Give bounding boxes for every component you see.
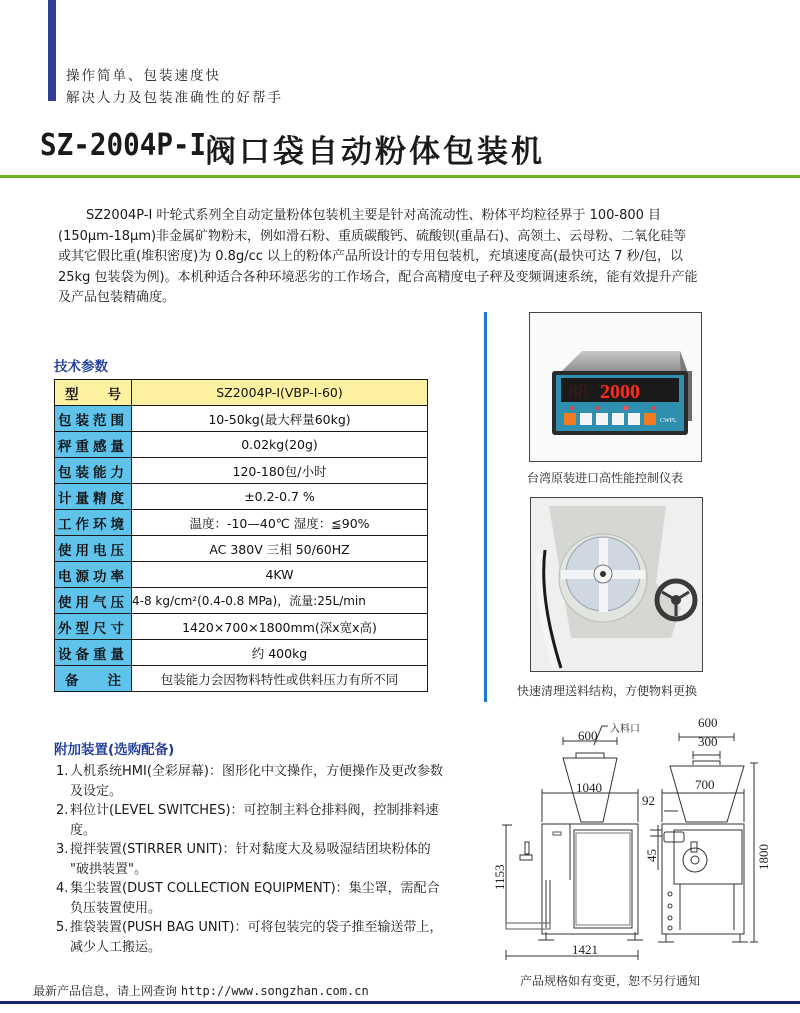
- table-row: [55, 458, 428, 484]
- table-row: [55, 536, 428, 562]
- spec-key-left: 备: [65, 672, 79, 689]
- dim-front-base-width: 1421: [572, 942, 598, 957]
- dim-side-hopper-width: 700: [695, 777, 715, 792]
- list-item: [56, 840, 446, 879]
- spec-key: 工作环境: [55, 510, 132, 536]
- spec-value: ±0.2-0.7 %: [132, 484, 428, 510]
- spec-key: 计量精度: [55, 484, 132, 510]
- title-divider: [0, 175, 800, 178]
- specs-table: [54, 379, 428, 692]
- spec-value: 1420×700×1800mm(深x宽x高): [132, 614, 428, 640]
- item-text: 推袋装置(PUSH BAG UNIT)：可将包装完的袋子推至输送带上，减少人工搬运。: [70, 920, 443, 955]
- vertical-divider: [484, 312, 487, 702]
- controller-photo: [529, 312, 702, 462]
- spec-key-left: 型: [65, 386, 79, 403]
- table-row: [55, 614, 428, 640]
- svg-text:2000: 2000: [600, 381, 640, 403]
- spec-key: 包装能力: [55, 458, 132, 484]
- feeder-photo: [530, 497, 703, 672]
- footer-label: 最新产品信息，请上网查询: [33, 984, 178, 998]
- table-row: [55, 666, 428, 692]
- list-item: [56, 879, 446, 918]
- spec-key: 使用气压: [55, 588, 132, 614]
- spec-key: 设备重量: [55, 640, 132, 666]
- inlet-label: 入料口: [610, 724, 640, 735]
- slogan-line-2: 解决人力及包装准确性的好帮手: [66, 90, 283, 106]
- product-description: SZ2004P-I 叶轮式系列全自动定量粉体包装机主要是针对高流动性、粉体平均粒径界于 100-800 目(150μm-18μm)非金属矿物粉末，例如滑石粉、重质碳酸钙、硫酸钡(重晶石)、高领土、云母粉、二氧化硅等或其它假比重(堆积密度)为 0.8g/cc 以上的粉体产品所设计的专用包装机，充填速度高(最快可达 7 秒/包，以 25kg 包装袋为例)。本机种适合各种环境恶劣的工作场合，配合高精度电子秤及变频调速系统，能有效提升产能及产品包装精确度。: [58, 208, 698, 305]
- footer-divider: [0, 1001, 800, 1004]
- item-text: 人机系统HMI(全彩屏幕)：图形化中文操作，方便操作及更改参数及设定。: [70, 764, 443, 799]
- table-row: [55, 432, 428, 458]
- spec-key: [55, 380, 132, 406]
- feeder-icon: [531, 498, 702, 671]
- item-text: 集尘装置(DUST COLLECTION EQUIPMENT)：集尘罩，需配合负压装置使用。: [70, 881, 440, 916]
- spec-value: 温度：-10—40℃ 湿度：≦90%: [132, 510, 428, 536]
- accessories-list: [56, 762, 446, 957]
- table-row: [55, 406, 428, 432]
- product-title: 阀口袋自动粉体包装机: [205, 134, 545, 170]
- dim-front-top-width: 600: [578, 728, 598, 743]
- footer-text: [33, 982, 369, 999]
- table-row: [55, 640, 428, 666]
- dim-side-panel: 45: [644, 849, 659, 862]
- svg-text:88: 88: [568, 381, 588, 403]
- item-number: 4.: [56, 881, 69, 896]
- dim-front-body-width: 1040: [576, 780, 602, 795]
- controller-icon: [530, 313, 701, 461]
- dimension-drawing: [490, 710, 800, 968]
- model-title: SZ-2004P-I: [40, 128, 207, 163]
- dim-side-outer-width: 600: [698, 715, 718, 730]
- spec-value: AC 380V 三相 50/60HZ: [132, 536, 428, 562]
- spec-value: 包装能力会因物料特性或供料压力有所不同: [132, 666, 428, 692]
- slogan-line-1: 操作简单、包装速度快: [66, 68, 221, 84]
- dim-front-height: 1153: [492, 864, 507, 890]
- feeder-caption: 快速清理送料结构，方便物料更换: [517, 684, 698, 698]
- accent-bar: [48, 0, 56, 101]
- spec-key-right: 注: [107, 672, 121, 689]
- item-number: 1.: [56, 764, 69, 779]
- dim-side-offset: 92: [642, 793, 655, 808]
- table-row: [55, 562, 428, 588]
- spec-value: 0.02kg(20g): [132, 432, 428, 458]
- spec-value: 4-8 kg/cm²(0.4-0.8 MPa)，流量:25L/min: [132, 588, 428, 614]
- item-number: 5.: [56, 920, 69, 935]
- table-row: [55, 484, 428, 510]
- website-link[interactable]: http://www.songzhan.com.cn: [180, 984, 369, 998]
- item-text: 搅拌装置(STIRRER UNIT)：针对黏度大及易吸湿结团块粉体的 "破拱装置"。: [70, 842, 431, 877]
- list-item: [56, 762, 446, 801]
- spec-key: 包装范围: [55, 406, 132, 432]
- table-row: [55, 588, 428, 614]
- specs-heading: 技术参数: [54, 359, 108, 375]
- dim-side-inner-width: 300: [698, 734, 718, 749]
- drawing-caption: 产品规格如有变更，恕不另行通知: [520, 974, 701, 988]
- list-item: [56, 918, 446, 957]
- spec-value: 4KW: [132, 562, 428, 588]
- dim-side-height: 1800: [756, 844, 771, 870]
- table-row: [55, 510, 428, 536]
- item-number: 3.: [56, 842, 69, 857]
- spec-key: 秤重感量: [55, 432, 132, 458]
- spec-key: [55, 666, 132, 692]
- accessories-heading: 附加装置(选购配备): [54, 742, 175, 758]
- controller-caption: 台湾原装进口高性能控制仪表: [527, 471, 684, 485]
- spec-key: 外型尺寸: [55, 614, 132, 640]
- item-text: 料位计(LEVEL SWITCHES)：可控制主料仓排料阀，控制排料速度。: [70, 803, 439, 838]
- spec-key: 电源功率: [55, 562, 132, 588]
- spec-value: 120-180包/小时: [132, 458, 428, 484]
- spec-key: 使用电压: [55, 536, 132, 562]
- spec-value: 10-50kg(最大秤量60kg): [132, 406, 428, 432]
- list-item: [56, 801, 446, 840]
- spec-value: SZ2004P-I(VBP-I-60): [132, 380, 428, 406]
- item-number: 2.: [56, 803, 69, 818]
- table-row: [55, 380, 428, 406]
- spec-key-right: 号: [107, 386, 121, 403]
- spec-value: 约 400kg: [132, 640, 428, 666]
- svg-text:CWPL: CWPL: [660, 418, 677, 424]
